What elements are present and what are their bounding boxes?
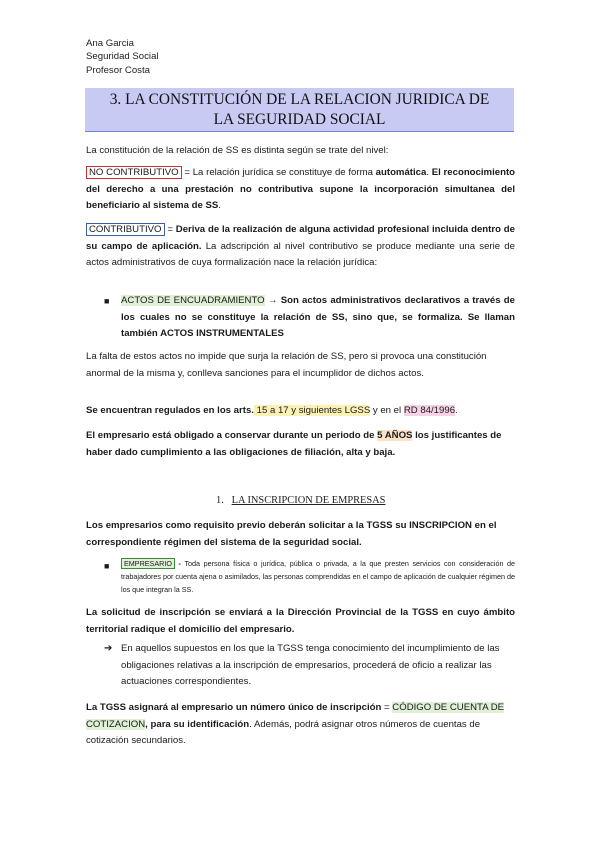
supuestos-item: En aquellos supuestos en los que la TGSS tenga conocimiento del incumplimiento de las obligaciones relativas a la inscripción de empresarios, procederá de oficio a realizar las actuaciones correspondientes. — [121, 643, 500, 688]
empresario-definition: EMPRESARIO - Toda persona física o jurídica, pública o privada, a la que presten servicios con consideración de trabajadores por cuenta ajena o asimilados, las personas comprendidas en el campo de aplicación de cualquier régimen de los que integran la SS. — [121, 559, 515, 594]
chapter-title — [85, 88, 514, 132]
author-name: Ana Garcia — [86, 38, 134, 49]
teacher-name: Profesor Costa — [86, 64, 150, 76]
contributivo-paragraph: CONTRIBUTIVO = Deriva de la realización de alguna actividad profesional incluida dentro de su campo de aplicación. La adscripción al nivel contributivo se produce mediante una serie de actos administrativos de cuya formalización nace la relación jurídica: — [86, 224, 515, 269]
chapter-title-line-2: LA SEGURIDAD SOCIAL — [213, 111, 386, 128]
square-bullet-icon: ■ — [104, 561, 110, 571]
rd-reference: RD 84/1996 — [403, 405, 456, 416]
codigo-cuenta-highlight: CÓDIGO DE CUENTA DE COTIZACION — [86, 702, 505, 730]
section-heading: 1. LA INSCRIPCION DE EMPRESAS — [216, 495, 386, 506]
document-header — [86, 37, 159, 77]
regulados-paragraph: Se encuentran regulados en los arts. 15 a 17 y siguientes LGSS y en el RD 84/1996. — [86, 405, 458, 416]
contributivo-label: CONTRIBUTIVO — [86, 223, 165, 236]
chapter-title-line-1: 3. LA CONSTITUCIÓN DE LA RELACION JURIDICA DE — [109, 91, 490, 108]
arrow-right-icon: → — [267, 295, 278, 306]
lgss-reference: 15 a 17 y siguientes LGSS — [253, 405, 371, 416]
inscripcion-intro-paragraph: Los empresarios como requisito previo deberán solicitar a la TGSS su INSCRIPCION en el correspondiente régimen del sistema de la seguridad social. — [86, 520, 497, 548]
falta-paragraph: La falta de estos actos no impide que surja la relación de SS, pero si provoca una constitución anormal de la misma y, conlleva sanciones para el incumplidor de dichos actos. — [86, 351, 487, 379]
empresario-label: EMPRESARIO — [121, 558, 175, 569]
conservar-paragraph: El empresario está obligado a conservar durante un periodo de 5 AÑOS los justificantes de haber dado cumplimiento a las obligaciones de filiación, alta y baja. — [86, 430, 502, 458]
no-contributivo-label: NO CONTRIBUTIVO — [86, 166, 182, 179]
solicitud-paragraph: La solicitud de inscripción se enviará a la Dirección Provincial de la TGSS en cuyo ámbito territorial radique el domicilio del empresario. — [86, 607, 515, 635]
no-contributivo-paragraph: NO CONTRIBUTIVO = La relación jurídica se constituye de forma automática. El reconocimiento del derecho a una prestación no contributiva supone la incorporación simultanea del beneficiario al sistema de SS. — [86, 167, 515, 212]
square-bullet-icon: ■ — [104, 296, 110, 306]
five-years-highlight: 5 AÑOS — [377, 430, 413, 441]
actos-encuadramiento-item: ACTOS DE ENCUADRAMIENTO → Son actos administrativos declarativos a través de los cuales no se constituye la relación de SS, sino que, se formaliza. Se llaman también ACTOS INSTRUMENTALES — [121, 295, 515, 340]
asignara-paragraph: La TGSS asignará al empresario un número único de inscripción = CÓDIGO DE CUENTA DE COTIZACION, para su identificación. Además, podrá asignar otros números de cuentas de cotización secundarios. — [86, 702, 505, 747]
actos-label: ACTOS DE ENCUADRAMIENTO — [121, 295, 265, 306]
subject-name: Seguridad Social — [86, 51, 159, 63]
arrow-bullet-icon: ➔ — [104, 643, 113, 654]
intro-paragraph: La constitución de la relación de SS es distinta según se trate del nivel: — [86, 145, 389, 156]
